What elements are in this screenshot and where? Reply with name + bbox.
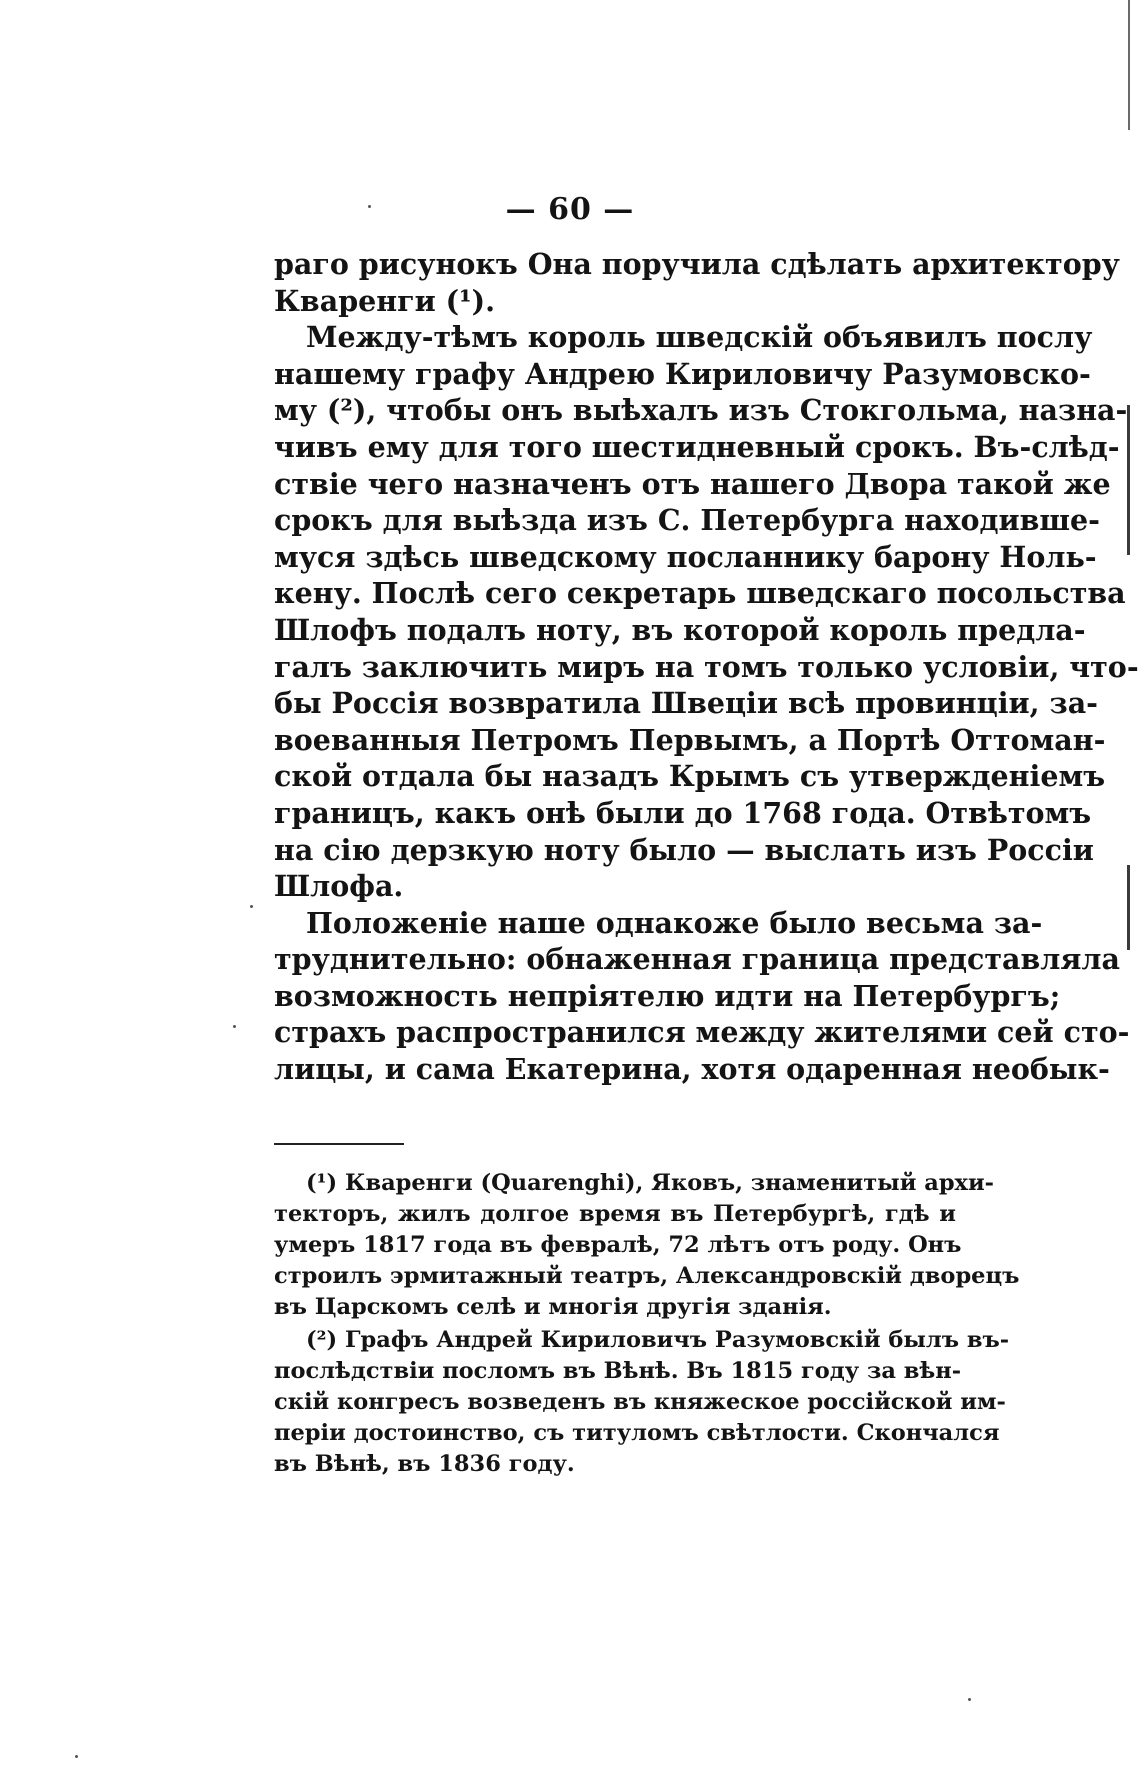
footnote-line: текторъ, жилъ долгое время въ Петербургѣ, гдѣ и xyxy=(274,1201,956,1227)
text-line: ской отдала бы назадъ Крымъ съ утвержденіемъ xyxy=(274,759,1106,794)
scan-edge-line-middle xyxy=(1127,405,1130,555)
scan-speck xyxy=(968,1698,971,1701)
footnote-line: въ Вѣнѣ, въ 1836 году. xyxy=(274,1451,575,1477)
text-line: галъ заключить миръ на томъ только условіи, что- xyxy=(274,649,1139,684)
text-line: границъ, какъ онѣ были до 1768 года. Отвѣтомъ xyxy=(274,795,1092,830)
footnote-line: послѣдствіи посломъ въ Вѣнѣ. Въ 1815 году за вѣн- xyxy=(274,1358,962,1384)
scan-speck xyxy=(75,1755,78,1758)
text-line: воеванныя Петромъ Первымъ, а Портѣ Оттоман- xyxy=(274,722,1106,757)
footnote-line: скій конгресъ возведенъ въ княжеское россійской им- xyxy=(274,1389,1006,1415)
text-line: Шлофа. xyxy=(274,869,404,904)
text-line: труднительно: обнаженная граница представляла xyxy=(274,942,1120,977)
footnote-line: (¹) Кваренги (Quarenghi), Яковъ, знаменитый архи- xyxy=(306,1170,994,1196)
text-line: раго рисунокъ Она поручила сдѣлать архитектору xyxy=(274,247,1120,281)
footnote-2 xyxy=(274,1325,1010,1480)
scan-speck xyxy=(368,205,371,208)
page-number: — 60 — xyxy=(505,192,635,227)
text-line: муся здѣсь шведскому посланнику барону Ноль- xyxy=(274,539,1097,574)
footnotes-block xyxy=(274,1168,1020,1480)
footnote-1 xyxy=(274,1168,1020,1323)
paragraph-start-line: Между-тѣмъ король шведскій объявилъ послу xyxy=(306,320,1093,355)
footnote-line: строилъ эрмитажный театръ, Александровскій дворецъ xyxy=(274,1263,1020,1289)
footnote-line: умеръ 1817 года въ февралѣ, 72 лѣтъ отъ роду. Онъ xyxy=(274,1232,962,1258)
text-line: кену. Послѣ сего секретарь шведскаго посольства xyxy=(274,576,1126,611)
text-line: чивъ ему для того шестидневный срокъ. Въ-слѣд- xyxy=(274,429,1120,464)
scan-speck xyxy=(250,905,253,908)
footnote-line: періи достоинство, съ титуломъ свѣтлости. Скончался xyxy=(274,1420,1000,1446)
footnote-line: въ Царскомъ селѣ и многія другія зданія. xyxy=(274,1294,832,1320)
main-text-block xyxy=(274,246,1139,1088)
text-line: страхъ распространился между жителями сей сто- xyxy=(274,1015,1130,1050)
text-line: срокъ для выѣзда изъ С. Петербурга находивше- xyxy=(274,503,1100,538)
text-line: возможность непріятелю идти на Петербургъ; xyxy=(274,978,1061,1013)
scan-edge-line-lower xyxy=(1127,865,1130,950)
footnote-line: (²) Графъ Андрей Кириловичъ Разумовскій былъ въ- xyxy=(306,1327,1010,1353)
scan-speck xyxy=(233,1025,236,1028)
text-line: Шлофъ подалъ ноту, въ которой король предла- xyxy=(274,612,1086,647)
text-line: нашему графу Андрею Кириловичу Разумовско- xyxy=(274,356,1091,391)
text-line: му (²), чтобы онъ выѣхалъ изъ Стокгольма, назна- xyxy=(274,393,1128,428)
footnote-separator xyxy=(274,1143,404,1145)
paragraph-start-line: Положеніе наше однакоже было весьма за- xyxy=(306,905,1043,940)
text-line: бы Россія возвратила Швеціи всѣ провинціи, за- xyxy=(274,686,1099,721)
text-line: на сію дерзкую ноту было — выслать изъ Россіи xyxy=(274,832,1094,867)
text-line: Кваренги (¹). xyxy=(274,283,496,318)
text-line: лицы, и сама Екатерина, хотя одаренная необык- xyxy=(274,1052,1110,1087)
text-line: ствіе чего назначенъ отъ нашего Двора такой же xyxy=(274,466,1111,501)
scan-edge-line-top xyxy=(1128,0,1130,130)
